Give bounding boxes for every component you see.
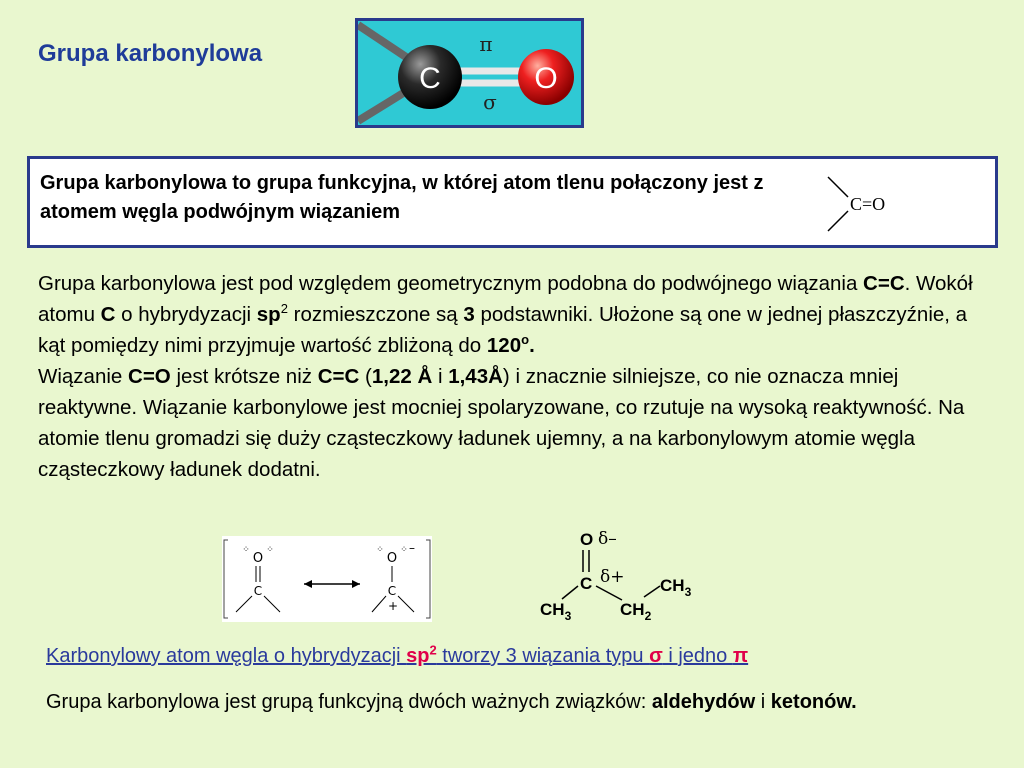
ch2-label: $CH_2$ [620,600,652,623]
carbon-label: C [253,584,263,598]
svg-text:⁘: ⁘ [400,544,408,554]
minus-charge: – [409,541,415,555]
definition-box [27,156,998,248]
description-text [38,268,988,485]
paragraph-geometry: Grupa karbonylowa jest pod względem geometrycznym podobna do podwójnego wiązania C=C. Wokół atomu C o hybrydyzacji $sp^2$ rozmieszczone są 3 podstawniki. Ułożone są one w jednej płaszczyźnie, a kąt pomiędzy nimi przyjmuje wartość zbliżoną do 120$^o$. [38,272,973,357]
delta-plus-label: δ+ [600,567,625,587]
oxygen-label: O [580,530,594,549]
oxygen-label: O [534,62,558,95]
delta-minus-label: δ– [598,529,617,549]
formula-text: C=O [850,194,886,214]
summary-link[interactable]: Karbonylowy atom węgla o hybrydyzacji $sp^2$ tworzy 3 wiązania typu σ i jedno π [46,642,749,667]
sigma-label: σ [483,90,497,114]
carbonyl-model-image [355,18,584,128]
oxygen-label: O [386,551,398,566]
oxygen-label: O [252,551,264,566]
carbon-label: C [387,584,397,598]
ch3-left-label: $CH_3$ [540,600,572,623]
bond-line [828,177,848,197]
carbonyl-model-svg [358,21,581,125]
pi-label: π [479,32,493,56]
resonance-diagram [222,536,432,622]
ch3-right-label: $CH_3$ [660,576,692,599]
resonance-svg [222,536,432,622]
svg-text:⁘: ⁘ [266,544,274,554]
bond-line [828,211,848,231]
carbon-label: C [419,62,441,95]
carbonyl-formula [820,167,930,239]
conclusion-text: Grupa karbonylowa jest grupą funkcyjną dwóch ważnych związków: aldehydów i ketonów. [46,691,857,713]
carbon-label: C [580,574,593,593]
page-title: Grupa karbonylowa [38,40,263,67]
definition-text: Grupa karbonylowa to grupa funkcyjna, w której atom tlenu połączony jest z atomem węgla podwójnym wiązaniem [40,172,764,223]
paragraph-bond: Wiązanie C=O jest krótsze niż C=C (1,22 Å i 1,43Å) i znacznie silniejsze, co nie oznacza mniej reaktywne. Wiązanie karbonylowe jest mocniej spolaryzowane, co rzutuje na wysoką reaktywność. Na atomie tlenu gromadzi się duży cząsteczkowy ładunek ujemny, a na karbonylowym atomie węgla cząsteczkowy ładunek dodatni. [38,365,965,481]
svg-text:⁘: ⁘ [242,544,250,554]
plus-charge: + [387,599,399,613]
butanone-structure [532,524,712,624]
svg-text:⁘: ⁘ [376,544,384,554]
